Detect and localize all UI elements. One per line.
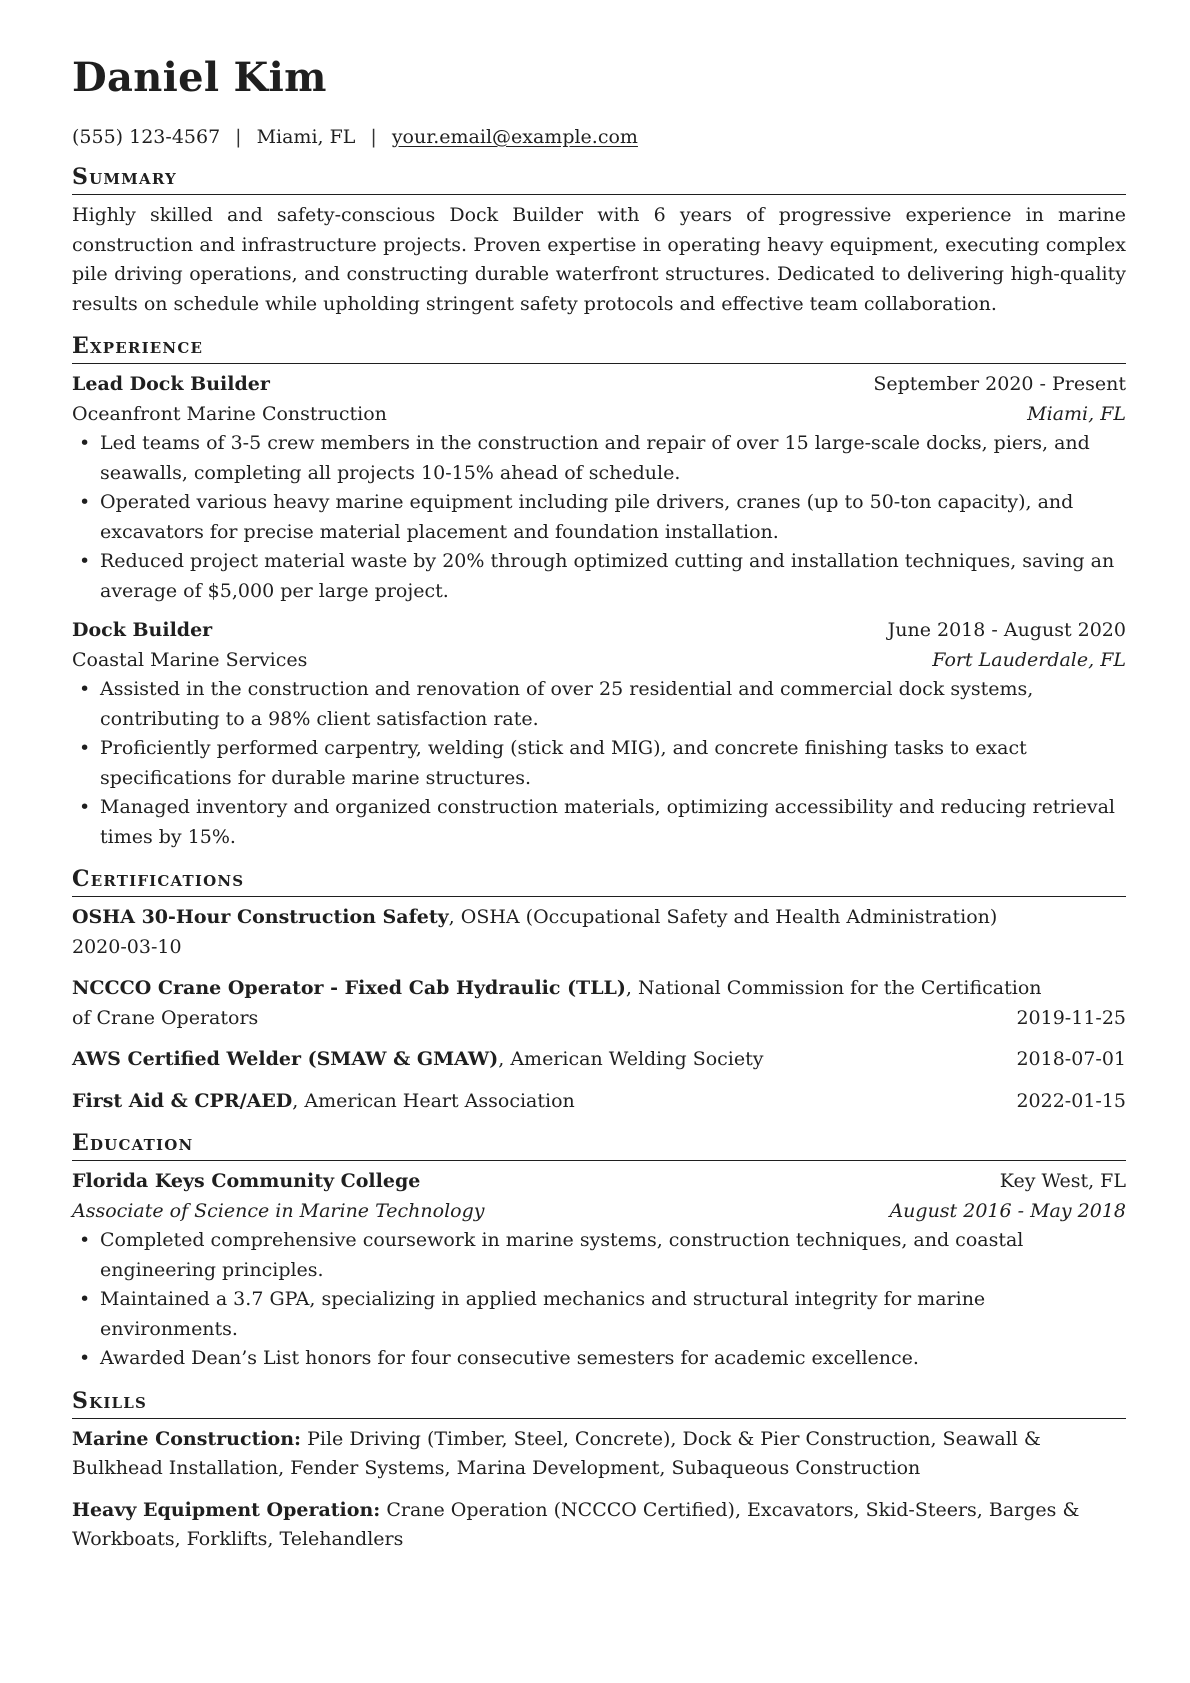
- certification-name: First Aid & CPR/AED: [72, 1089, 293, 1112]
- phone-number: (555) 123-4567: [72, 125, 221, 148]
- experience-section: [72, 333, 1126, 852]
- certification-issuer: American Heart Association: [304, 1089, 575, 1112]
- skill-group-label: Heavy Equipment Operation:: [72, 1498, 381, 1521]
- skills-section: [72, 1388, 1126, 1555]
- certification-entry: OSHA 30-Hour Construction Safety, OSHA (Occupational Safety and Health Administration) 2020-03-10: [72, 903, 1126, 962]
- job-title: Dock Builder: [72, 619, 213, 641]
- certification-issuer: American Welding Society: [510, 1048, 764, 1070]
- school-location: Key West, FL: [999, 1170, 1126, 1192]
- certification-entry: NCCCO Crane Operator - Fixed Cab Hydraulic (TLL), National Commission for the Certification of Crane Operators 2019-11-25: [72, 974, 1126, 1033]
- summary-section: [72, 164, 1126, 319]
- education-dates: August 2016 - May 2018: [889, 1199, 1126, 1222]
- list-item: • Maintained a 3.7 GPA, specializing in applied mechanics and structural integrity for marine environments.: [72, 1285, 1126, 1344]
- skill-group: [72, 1496, 1126, 1555]
- skill-group-text: Crane Operation (NCCCO Certified), Excavators, Skid-Steers, Barges & Workboats, Forklifts, Telehandlers: [72, 1498, 1080, 1550]
- company-name: Oceanfront Marine Construction: [72, 402, 387, 425]
- job-location: Miami, FL: [1027, 402, 1126, 425]
- contact-separator: |: [235, 125, 242, 148]
- list-item: • Proficiently performed carpentry, welding (stick and MIG), and concrete finishing tasks to exact specifications for durable marine structures.: [72, 734, 1126, 793]
- list-item: • Assisted in the construction and renovation of over 25 residential and commercial dock systems, contributing to a 98% client satisfaction rate.: [72, 675, 1126, 734]
- job-dates: June 2018 - August 2020: [887, 619, 1126, 641]
- section-heading-skills: Skills: [72, 1388, 1126, 1419]
- education-bullets: [72, 1226, 1126, 1374]
- certification-date: 2022-01-15: [1016, 1089, 1126, 1112]
- job-bullets: [72, 429, 1126, 606]
- list-item: • Reduced project material waste by 20% through optimized cutting and installation techniques, saving an average of $5,000 per large project.: [72, 547, 1126, 606]
- section-heading-experience: Experience: [72, 333, 1126, 364]
- certification-issuer: National Commission for the Certification: [638, 977, 1042, 999]
- degree-name: Associate of Science in Marine Technology: [72, 1199, 485, 1222]
- certification-issuer: OSHA (Occupational Safety and Health Administration): [460, 906, 998, 928]
- job-bullets: [72, 675, 1126, 852]
- education-section: [72, 1130, 1126, 1374]
- certification-name: AWS Certified Welder (SMAW & GMAW): [72, 1048, 499, 1070]
- list-item: • Awarded Dean’s List honors for four consecutive semesters for academic excellence.: [72, 1344, 1126, 1374]
- skill-group: [72, 1425, 1126, 1484]
- job-dates: September 2020 - Present: [873, 373, 1126, 395]
- section-heading-education: Education: [72, 1130, 1126, 1161]
- certification-issuer-cont: of Crane Operators: [72, 1006, 259, 1029]
- resume-page: [72, 54, 1126, 1567]
- certification-date: 2018-07-01: [1016, 1048, 1126, 1070]
- school-name: Florida Keys Community College: [72, 1170, 421, 1192]
- certification-name: OSHA 30-Hour Construction Safety: [72, 906, 449, 928]
- job-entry: [72, 616, 1126, 852]
- location-text: Miami, FL: [256, 125, 356, 148]
- contact-separator: |: [370, 125, 377, 148]
- candidate-name: Daniel Kim: [72, 54, 327, 101]
- certification-entry: AWS Certified Welder (SMAW & GMAW), American Welding Society 2018-07-01: [72, 1045, 1126, 1075]
- contact-line: [72, 124, 1126, 150]
- certifications-section: [72, 866, 1126, 1116]
- skill-group-text: Pile Driving (Timber, Steel, Concrete), Dock & Pier Construction, Seawall & Bulkhead Installation, Fender Systems, Marina Development, Subaqueous Construction: [72, 1427, 1041, 1479]
- list-item: • Completed comprehensive coursework in marine systems, construction techniques, and coastal engineering principles.: [72, 1226, 1126, 1285]
- job-title: Lead Dock Builder: [72, 373, 270, 395]
- section-heading-summary: Summary: [72, 164, 1126, 195]
- list-item: • Managed inventory and organized construction materials, optimizing accessibility and reducing retrieval times by 15%.: [72, 793, 1126, 852]
- company-name: Coastal Marine Services: [72, 648, 308, 671]
- section-heading-certifications: Certifications: [72, 866, 1126, 897]
- summary-text: Highly skilled and safety-conscious Dock Builder with 6 years of progressive experience in marine construction and infrastructure projects. Proven expertise in operating heavy equipment, executing complex pile driving operations, and constructing durable waterfront structures. Dedicated to delivering high-quality results on schedule while upholding stringent safety protocols and effective team collaboration.: [72, 204, 1126, 315]
- email-link[interactable]: your.email@example.com: [391, 125, 638, 148]
- certification-name: NCCCO Crane Operator - Fixed Cab Hydraulic (TLL): [72, 977, 626, 999]
- skill-group-label: Marine Construction:: [72, 1427, 302, 1450]
- job-location: Fort Lauderdale, FL: [932, 648, 1126, 671]
- certification-date: 2019-11-25: [1016, 1006, 1126, 1029]
- certification-entry: First Aid & CPR/AED, American Heart Association 2022-01-15: [72, 1087, 1126, 1117]
- certification-date: 2020-03-10: [72, 935, 182, 958]
- job-entry: [72, 370, 1126, 606]
- list-item: • Led teams of 3-5 crew members in the construction and repair of over 15 large-scale docks, piers, and seawalls, completing all projects 10-15% ahead of schedule.: [72, 429, 1126, 488]
- list-item: • Operated various heavy marine equipment including pile drivers, cranes (up to 50-ton capacity), and excavators for precise material placement and foundation installation.: [72, 488, 1126, 547]
